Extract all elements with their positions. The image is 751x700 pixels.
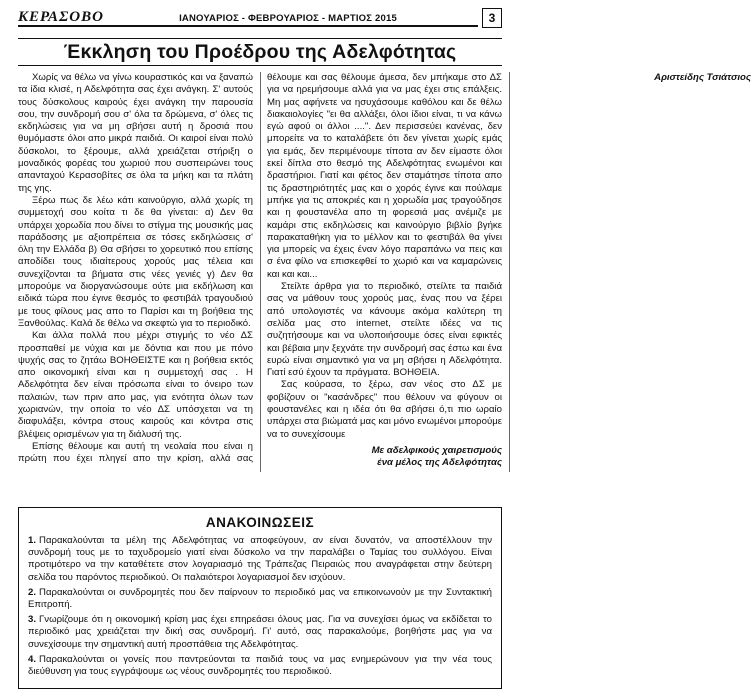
announcement-number: 1.: [28, 535, 37, 546]
announcement-text: Παρακαλούνται τα μέλη της Αδελφότητας να αποφεύγουν, αν είναι δυνατόν, να αποστέλλουν την συνδρομή τους με το ταχυδρομείο γιατί είναι δύσκολο να την παραλάβει ο Ταμίας του συλλόγου. Είναι προτιμότερο να την καταθέτετε στον λογαριασμό της Τράπεζας Πειραιώς που αναγράφεται στην δεύτερη σελίδα του παρόντος περιοδικού. Οι παλαιότεροι λογαριασμοί δεν ισχύουν.: [28, 535, 492, 583]
header-rule: [18, 25, 478, 27]
announcement-item: [28, 654, 492, 678]
article-paragraph: Ξέρω πως δε λέω κάτι καινούργιο, αλλά χωρίς τη συμμετοχή σου κοίτα τι δε θα γίνεται: α) Δεν θα υπάρχει χορωδία που δίνει το στίγμα της μουσικής μας παράδοσης με αξιοπρέπεια σε τόσες εκδηλώσεις σ' όλη την Ελλάδα β) Θα σβήσει το χορευτικό που επίσης αποδίδει τους ιδιαίτερους χορούς μας τέλεια και συνεχίζονται τα βήματα στις νέες γενιές γ) Δεν θα μπορούμε να διοργανώσουμε ούτε μια εκδήλωση και ειδικά τώρα που έγινε θεσμός το φεστιβάλ τραγουδιού με τους φίλους μας απο το Παρίσι και τη βοήθεια της Ξανθούλας. Καλά δε θέλω να σκεφτώ για το περιοδικό.: [18, 194, 253, 329]
signature-role: ένα μέλος της Αδελφότητας: [377, 457, 502, 469]
masthead: ΚΕΡΑΣΟΒΟ: [18, 9, 104, 25]
announcements-title: ΑΝΑΚΟΙΝΩΣΕΙΣ: [205, 515, 315, 530]
signature-author: Αριστείδης Τσιάτσιος: [654, 72, 751, 83]
article-paragraph: Χωρίς να θέλω να γίνω κουραστικός και να ξαναπώ τα ίδια κλισέ, η Αδελφότητα σας έχει ανάγκη. Σ' αυτούς τους δύσκολους καιρούς έχει ανάγκη την παρουσία σου, την συνδρομή σου σ' όλα τα δρώμενα, σ' όλες τις εκδηλώσεις για να μη σβήσει αυτή η δροσιά που θυμόμαστε όλοι απο μικρά παιδιά. Οι καιροί είναι πολύ δύσκολοι, το ξέρουμε, αλλά χρειάζεται στήριξη ο μοναδικός φορέας του χωριού που συσπειρώνει τους απανταχού Κερασοβίτες σε όλα τα μήκη και τα πλάτη της γης.: [18, 72, 253, 194]
article-title: Έκκληση του Προέδρου της Αδελφότητας: [18, 38, 502, 66]
issue-date: ΙΑΝΟΥΑΡΙΟΣ - ΦΕΒΡΟΥΑΡΙΟΣ - ΜΑΡΤΙΟΣ 2015: [179, 13, 397, 24]
article-paragraph: Και άλλα πολλά που μέχρι στιγμής το νέο ΔΣ προσπαθεί με νύχια και με δόντια και που με πόνο ψυχής σας το ζητάω ΒΟΗΘΕΙΣΤΕ και η βοήθεια εκτός απο οικονομική είναι και η συμμετοχή σας . Η Αδελφότητα δεν είναι πρόσωπα είναι το όνειρο των παλαιών, των πριν απο μας, για ενότητα όλων των χωριανών, την οποία το νέο ΔΣ υπόσχεται να τη διαφυλάξει, κόντρα στους καιρούς και κόντρα στις βλέψεις ορισμένων για τη διάλυσή της.: [18, 330, 253, 440]
article-paragraph: Επίσης θέλουμε και αυτή τη νεολαία που είναι η πρώτη που έχει πληγεί απο την κρίση, αλλά σας θέλουμε και σας θέλουμε άμεσα, δεν μπήκαμε στο ΔΣ για να ηρεμήσουμε αλλά για να μας έχει στις επάλξεις. Μη μας αφήνετε να ησυχάσουμε καθόλου και δε θέλω διακαιολογίες "ει θα αλλάξει, όλοι ίδιοι είναι, τι να κάνω εγώ αφού οι άλλοι ....". Δεν περισσεύει κανένας, δεν μπορείτε να το καταλάβετε ότι δεν γίνεται χωρίς εμάς για εμάς, δεν περιμένουμε τίποτα αν δεν είμαστε όλοι εκεί δίπλα στο θεσμό της Αδελφότητας ενωμένοι και δραστήριοι. Γιατί και φέτος δεν σταμάτησε τίποτα απο τις δραστηριότητές μας και ο χορός έγινε και πούλαμε μπήκε για τις αποκριές και η χορωδία μας τραγούδησε και η φουστανέλα απο τη φορεσιά μας ανέμιζε με καμάρι στις εκδηλώσεις και καινούργιο βιβλίο βγήκε παρακαταθήκη για το μέλλον και το φεστιβάλ θα γίνει για μπορείς να έχεις έναν λόγο παραπάνω να πεις και σ ένα φίλο να επισκεφθεί το χωριό και να καμαρώνεις και και και...: [18, 72, 502, 465]
announcement-text: Παρακαλούνται οι γονείς που παντρεύονται τα παιδιά τους να μας ενημερώνουν για την νέα τους διεύθυνση για τους εγγράψουμε ως νέους συνδρομητές του περιοδικού.: [28, 653, 492, 678]
article-paragraph: Σας κούρασα, το ξέρω, σαν νέος στο ΔΣ με φοβίζουν οι "κασάνδρες" που θέλουν να φύγουν οι φουστανέλες και η ιδέα ότι θα σβήσει ό,τι πιο ωραίο υπάρχει στα βιώματά μας και μόνο ενωμένοι μπορούμε να το συνεχίσουμε: [267, 379, 502, 440]
announcement-item: [28, 614, 492, 651]
page-number: 3: [482, 8, 502, 28]
announcement-number: 4.: [28, 653, 37, 665]
page-header: [18, 8, 502, 34]
announcement-number: 3.: [28, 614, 37, 626]
announcement-number: 2.: [28, 586, 37, 598]
announcement-text: Γνωρίζουμε ότι η οικονομική κρίση μας έχει επηρεάσει όλους μας. Για να συνεχίσει όμως να εκδίδεται το περιοδικό μας χρειάζεται την δική σας συνδρομή. Γι' αυτό, σας παρακαλούμε, βοηθήστε μας για να συνεχίσουμε την σημαντική αυτή προσπάθεια της Αδελφότητας.: [28, 614, 492, 650]
announcement-text: Παρακαλούνται οι συνδρομητές που δεν παίρνουν το περιοδικό μας να επικοινωνούν με την Συντακτική Επιτροπή.: [28, 586, 492, 611]
announcement-item: [28, 587, 492, 611]
article-body: [18, 72, 751, 472]
signature-greeting: Με αδελφικούς χαιρετισμούς: [371, 444, 502, 456]
announcements-box: [18, 507, 502, 689]
announcement-item: [28, 535, 492, 584]
article-paragraph: Στείλτε άρθρα για το περιοδικό, στείλτε τα παιδιά σας να μάθουν τους χορούς μας, ένας που να ξέρει από υπολογιστές να κάνουμε ακόμα καλύτερη τη σελίδα μας στο internet, στείλτε ιδέες να τις συζητήσουμε και να υλοποιήσουμε όσες είναι εφικτές και βέβαια μην ξεχνάτε την συνδρομή σας έστω και ένα ευρώ είναι σημαντικό για να μη σβήσει η Αδελφότητα. Γιατί εσύ έχουν τα πράγματα. ΒΟΗΘΕΙΑ.: [267, 281, 502, 379]
